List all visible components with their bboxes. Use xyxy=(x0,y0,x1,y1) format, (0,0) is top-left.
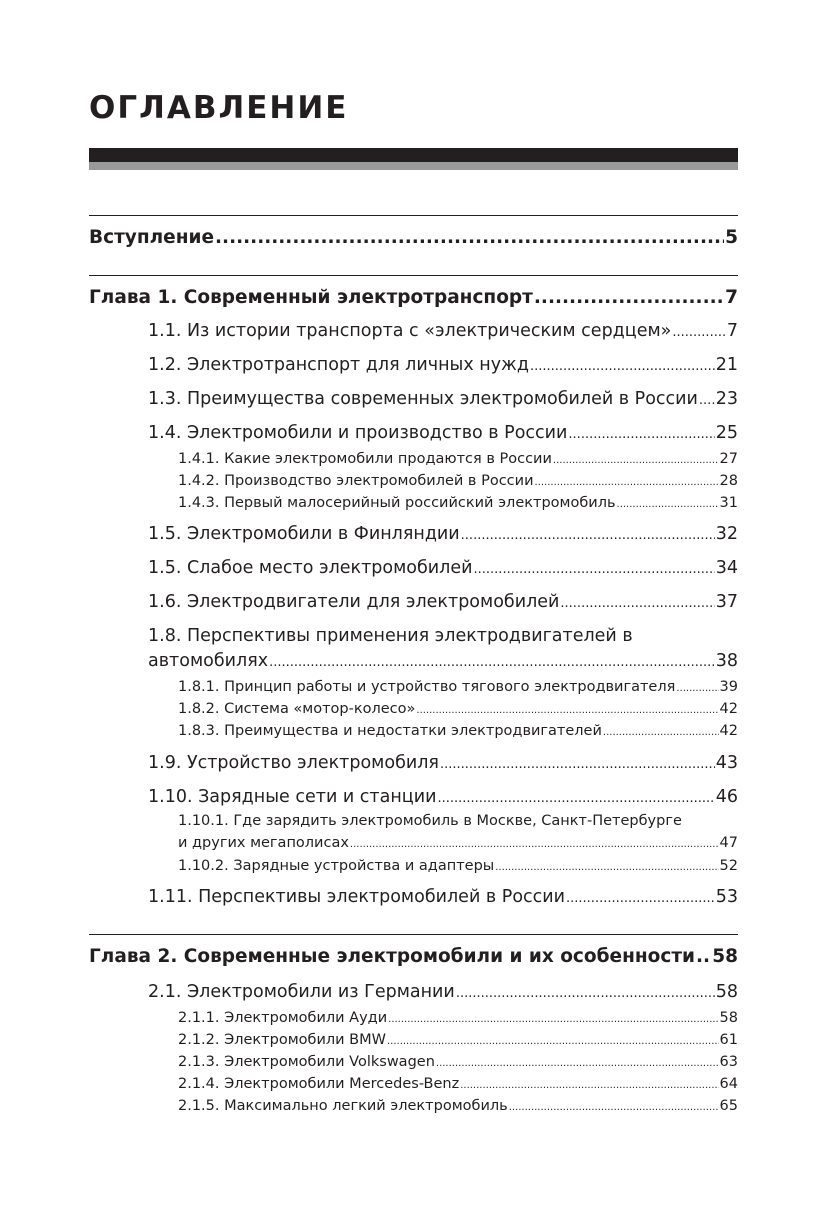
toc-entry[interactable] xyxy=(148,420,738,446)
toc-subentry[interactable] xyxy=(178,855,738,877)
toc-entry-label: 1.10. Зарядные сети и станции xyxy=(148,787,437,807)
dot-leader xyxy=(416,700,718,720)
dot-leader xyxy=(215,225,724,251)
dot-leader xyxy=(509,1097,719,1117)
dot-leader xyxy=(603,722,719,742)
toc-entry-label: 1.5. Слабое место электромобилей xyxy=(148,558,473,578)
toc-entry-label: 1.4.2. Производство электромобилей в России xyxy=(178,473,534,489)
toc-entry-page: 58 xyxy=(712,946,738,967)
toc-subentry[interactable] xyxy=(178,698,738,720)
toc-entry-label: Глава 2. Современные электромобили и их особенности xyxy=(89,946,696,967)
dot-leader xyxy=(617,494,719,514)
toc-entry-page: 38 xyxy=(715,651,738,671)
toc-subentry[interactable] xyxy=(178,676,738,698)
divider xyxy=(89,275,738,276)
dot-leader xyxy=(530,354,715,378)
toc-entry-page: 47 xyxy=(719,835,738,851)
toc-entry[interactable] xyxy=(148,979,738,1005)
toc-subentry[interactable] xyxy=(178,720,738,742)
dot-leader xyxy=(699,388,715,412)
toc-entry-page: 7 xyxy=(725,287,738,308)
toc-entry-page: 7 xyxy=(726,321,738,341)
toc-entry-intro[interactable] xyxy=(89,225,738,251)
dot-leader xyxy=(474,557,715,581)
dot-leader xyxy=(350,834,719,854)
toc-entry-page: 42 xyxy=(719,723,738,739)
dot-leader xyxy=(437,786,714,810)
dot-leader xyxy=(560,591,714,615)
toc-entry-line1[interactable]: 1.8. Перспективы применения электродвигателей в xyxy=(148,626,633,646)
toc-entry-label: 1.8.1. Принцип работы и устройство тягового электродвигателя xyxy=(178,679,676,695)
toc-entry-page: 32 xyxy=(715,524,738,544)
toc-entry[interactable] xyxy=(148,648,738,674)
toc-entry[interactable] xyxy=(148,784,738,810)
toc-subentry[interactable] xyxy=(178,1029,738,1051)
dot-leader xyxy=(456,981,715,1005)
toc-entry-label: 1.8.2. Система «мотор-колесо» xyxy=(178,701,416,717)
divider xyxy=(89,934,738,935)
toc-entry-label: 2.1.3. Электромобили Volkswagen xyxy=(178,1054,435,1070)
toc-subentry[interactable] xyxy=(178,1095,738,1117)
toc-entry-page: 28 xyxy=(719,473,738,489)
divider xyxy=(89,215,738,216)
toc-entry-page: 58 xyxy=(715,982,738,1002)
toc-subentry[interactable] xyxy=(178,492,738,514)
toc-entry[interactable] xyxy=(148,352,738,378)
toc-entry-label: 2.1. Электромобили из Германии xyxy=(148,982,455,1002)
toc-entry-label: 1.2. Электротранспорт для личных нужд xyxy=(148,355,529,375)
toc-entry-label: Глава 1. Современный электротранспорт xyxy=(89,287,533,308)
dot-leader xyxy=(696,944,711,970)
toc-entry[interactable] xyxy=(148,589,738,615)
toc-subentry[interactable] xyxy=(178,470,738,492)
dot-leader xyxy=(461,523,715,547)
dot-leader xyxy=(269,650,715,674)
toc-entry-label: 1.8.3. Преимущества и недостатки электродвигателей xyxy=(178,723,602,739)
toc-entry-page: 58 xyxy=(719,1010,738,1026)
toc-entry-page: 21 xyxy=(715,355,738,375)
toc-entry-label: 2.1.5. Максимально легкий электромобиль xyxy=(178,1098,508,1114)
title-bar-dark xyxy=(89,148,738,162)
toc-entry[interactable] xyxy=(148,555,738,581)
toc-entry-page: 42 xyxy=(719,701,738,717)
toc-entry-page: 46 xyxy=(715,787,738,807)
page-title: ОГЛАВЛЕНИЕ xyxy=(89,90,349,126)
toc-entry-page: 5 xyxy=(725,227,738,248)
toc-entry-page: 64 xyxy=(719,1076,738,1092)
dot-leader xyxy=(568,422,714,446)
toc-entry[interactable] xyxy=(148,750,738,776)
toc-entry-label: Вступление xyxy=(89,227,215,248)
dot-leader xyxy=(535,472,719,492)
dot-leader xyxy=(440,752,715,776)
dot-leader xyxy=(553,450,719,470)
toc-entry-page: 34 xyxy=(715,558,738,578)
dot-leader xyxy=(388,1009,718,1029)
toc-entry-page: 61 xyxy=(719,1032,738,1048)
toc-entry-page: 25 xyxy=(715,423,738,443)
dot-leader xyxy=(676,678,718,698)
toc-subentry[interactable] xyxy=(178,448,738,470)
dot-leader xyxy=(534,285,724,311)
toc-entry-label: 2.1.2. Электромобили BMW xyxy=(178,1032,386,1048)
title-bar-grey xyxy=(89,162,738,170)
toc-entry-label: 1.9. Устройство электромобиля xyxy=(148,753,439,773)
dot-leader xyxy=(460,1075,718,1095)
toc-entry[interactable] xyxy=(148,521,738,547)
dot-leader xyxy=(672,320,725,344)
toc-chapter-1[interactable] xyxy=(89,285,738,311)
toc-entry-label: 1.3. Преимущества современных электромобилей в России xyxy=(148,389,698,409)
toc-entry-page: 65 xyxy=(719,1098,738,1114)
toc-entry-label: 1.11. Перспективы электромобилей в России xyxy=(148,887,566,907)
toc-subentry[interactable] xyxy=(178,1007,738,1029)
toc-entry-page: 31 xyxy=(719,495,738,511)
toc-chapter-2[interactable] xyxy=(89,944,738,970)
toc-entry-label: 1.5. Электромобили в Финляндии xyxy=(148,524,460,544)
toc-entry-label: 1.10.2. Зарядные устройства и адаптеры xyxy=(178,858,495,874)
toc-entry-page: 63 xyxy=(719,1054,738,1070)
toc-entry[interactable] xyxy=(148,386,738,412)
toc-subentry[interactable] xyxy=(178,832,738,854)
toc-entry[interactable] xyxy=(148,318,738,344)
toc-entry-label: 2.1.1. Электромобили Ауди xyxy=(178,1010,388,1026)
toc-subentry[interactable] xyxy=(178,1051,738,1073)
toc-entry-page: 37 xyxy=(715,592,738,612)
toc-subentry[interactable] xyxy=(178,1073,738,1095)
toc-entry-label: 1.4.3. Первый малосерийный российский электромобиль xyxy=(178,495,616,511)
toc-entry-page: 27 xyxy=(719,451,738,467)
dot-leader xyxy=(495,857,718,877)
dot-leader xyxy=(566,886,715,910)
toc-entry-label: 1.1. Из истории транспорта с «электрическим сердцем» xyxy=(148,321,672,341)
toc-entry[interactable] xyxy=(148,884,738,910)
toc-entry-page: 53 xyxy=(715,887,738,907)
toc-entry-page: 39 xyxy=(719,679,738,695)
toc-entry-label: 1.4.1. Какие электромобили продаются в России xyxy=(178,451,552,467)
toc-entry-label: 1.4. Электромобили и производство в России xyxy=(148,423,568,443)
toc-entry-page: 52 xyxy=(719,858,738,874)
toc-entry-page: 43 xyxy=(715,753,738,773)
toc-entry-label: 2.1.4. Электромобили Mercedes-Benz xyxy=(178,1076,460,1092)
toc-entry-label: автомобилях xyxy=(148,651,269,671)
toc-entry-label: 1.6. Электродвигатели для электромобилей xyxy=(148,592,560,612)
toc-subentry-line1[interactable]: 1.10.1. Где зарядить электромобиль в Москве, Санкт-Петербурге xyxy=(178,813,682,829)
toc-entry-page: 23 xyxy=(715,389,738,409)
dot-leader xyxy=(387,1031,719,1051)
dot-leader xyxy=(436,1053,719,1073)
toc-entry-label: и других мегаполисах xyxy=(178,835,349,851)
